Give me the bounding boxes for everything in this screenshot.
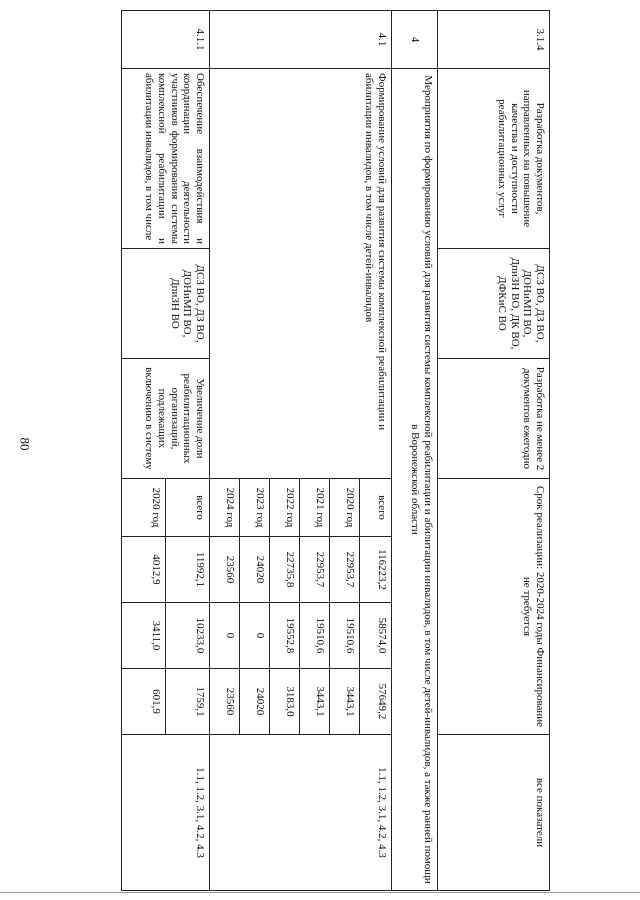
total: 11992,1 — [166, 537, 210, 603]
table-row — [360, 11, 392, 891]
total: 22735,8 — [270, 537, 300, 603]
section-title: Мероприятия по формированию условий для развития системы комплексной реабилитации и абилитации инвалидов, в том числе детей-инвалидов, а также ранней помощи в Воронежской области — [392, 69, 438, 891]
table-row — [392, 11, 438, 891]
indicators: 1.1, 1.2, 3.1, 4.2, 4.3 — [122, 735, 210, 891]
page-bottom-line — [0, 892, 640, 893]
row-number: 3.1.4 — [438, 11, 550, 69]
period: 2023 год — [240, 479, 270, 537]
regional: 24020 — [240, 669, 270, 735]
row-number: 4.1 — [210, 11, 392, 69]
program-table — [121, 10, 550, 891]
regional: 3443,1 — [330, 669, 360, 735]
indicators: все показатели — [438, 735, 550, 891]
total: 22953,7 — [330, 537, 360, 603]
row-number: 4.1.1 — [122, 11, 210, 69]
subsection-title: Формирование условий для развития системы комплексной реабилитации и абилитации инвалидов, в том числе детей-инвалидов — [210, 69, 392, 479]
regional: 1759,1 — [166, 669, 210, 735]
regional: 3183,0 — [270, 669, 300, 735]
period: 2021 год — [300, 479, 330, 537]
federal: 0 — [210, 603, 240, 669]
funding-note: Срок реализации: 2020-2024 годы Финансирование не требуется — [438, 479, 550, 735]
activity-name: Разработка документов, направленных на повышение качества и доступности реабилитационных услуг — [438, 69, 550, 249]
expected-result: Увеличение доли реабилитационных организаций, подлежащих включению в систему — [122, 359, 210, 479]
regional: 3443,1 — [300, 669, 330, 735]
federal: 19552,8 — [270, 603, 300, 669]
rotated-table-wrapper — [85, 10, 550, 890]
total: 24020 — [240, 537, 270, 603]
period: 2020 год — [330, 479, 360, 537]
executors: ДСЗ ВО, ДЗ ВО, ДОНиМП ВО, ДпиЗН ВО — [122, 249, 210, 359]
period: 2024 год — [210, 479, 240, 537]
executors: ДСЗ ВО, ДЗ ВО, ДОНиМП ВО, ДпиЗН ВО, ДК ВО, ДФКиС ВО — [438, 249, 550, 359]
indicators: 1.1, 1.2, 3.1, 4.2, 4.3 — [210, 735, 392, 891]
page-number: 80 — [17, 437, 33, 451]
federal: 10233,0 — [166, 603, 210, 669]
period: 2020 год — [122, 479, 166, 537]
federal: 58574,0 — [360, 603, 392, 669]
period: всего — [166, 479, 210, 537]
table-row — [438, 11, 550, 891]
expected-result: Разработка не менее 2 документов ежегодно — [438, 359, 550, 479]
federal: 19510,6 — [330, 603, 360, 669]
activity-name: Обеспечение взаимодействия и координации деятельности участников формирования системы комплексной реабилитации и абилитации инвалидов, в том числе — [122, 69, 210, 249]
period: всего — [360, 479, 392, 537]
regional: 601,9 — [122, 669, 166, 735]
table-row — [166, 11, 210, 891]
total: 22953,7 — [300, 537, 330, 603]
total: 23560 — [210, 537, 240, 603]
period: 2022 год — [270, 479, 300, 537]
row-number: 4 — [392, 11, 438, 69]
total: 4012,9 — [122, 537, 166, 603]
regional: 57649,2 — [360, 669, 392, 735]
federal: 3411,0 — [122, 603, 166, 669]
federal: 0 — [240, 603, 270, 669]
total: 116223,2 — [360, 537, 392, 603]
regional: 23560 — [210, 669, 240, 735]
federal: 19510,6 — [300, 603, 330, 669]
